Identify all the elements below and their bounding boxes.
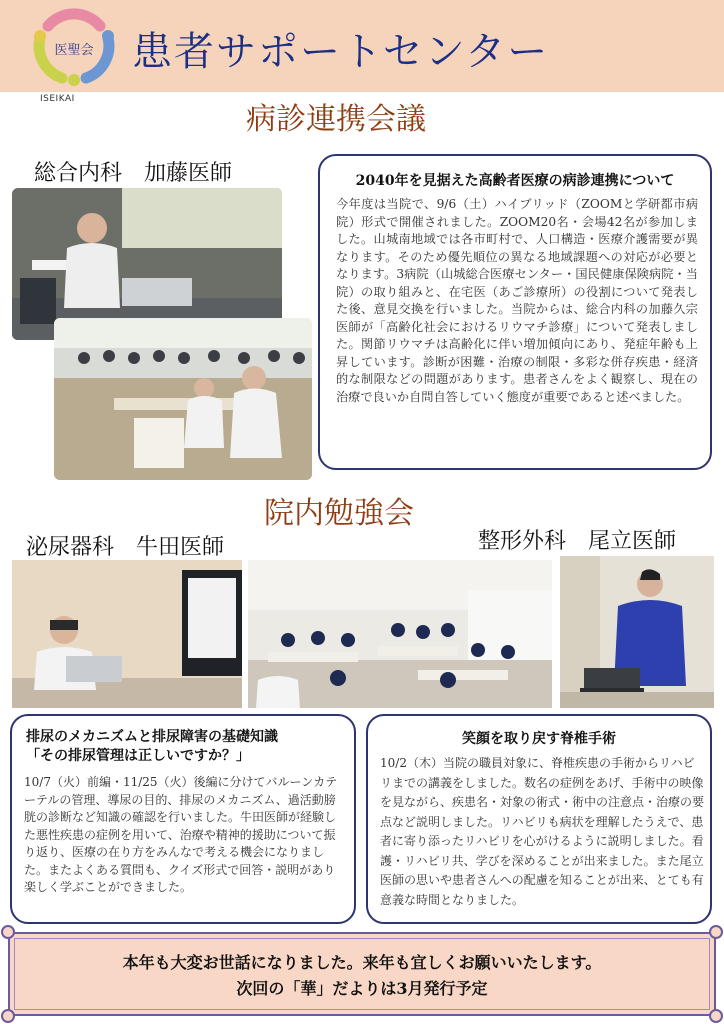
frame-corner-ornament	[709, 1009, 723, 1023]
photo-odachi-lecture	[560, 556, 714, 708]
spine-lecture-heading: 笑顔を取り戻す脊椎手術	[462, 731, 616, 747]
section-title-liaison-meeting: 病診連携会議	[246, 102, 426, 137]
iseikai-logo	[26, 6, 122, 86]
photo-study-session-room	[248, 560, 552, 708]
page-title: 患者サポートセンター	[132, 29, 550, 75]
logo-english-name: ISEIKAI	[40, 94, 75, 104]
liaison-meeting-text: 今年度は当院で、9/6（土）ハイブリッド（ZOOMと学研都市病院）形式で開催されました。ZOOM20名・会場42名が参加しました。山城南地域では各市町村で、人口構造・医療介護需要が異なります。そのため優先順位の異なる地域課題への対応が必要となります。3病院（山城総合医療センター・国民健康保険病院・当院）の取り組みと、在宅医（あご診療所）の役割について発表した後、意見交換を行いました。当院からは、総合内科の加藤久宗医師が「高齢化社会におけるリウマチ診療」について発表しました。関節リウマチは高齢化に伴い増加傾向にあり、発症年齢も上昇しています。診断が困難・治療の制限・多彩な併存疾患・経済的な制限などの問題があります。患者さんをよく観察し、現在の治療で良いか自問自答していく態度が重要であると述べました。	[336, 197, 698, 404]
urology-lecture-heading: 排尿のメカニズムと排尿障害の基礎知識	[26, 729, 278, 745]
doctor-label-ushida: 泌尿器科 牛田医師	[26, 535, 225, 560]
spine-lecture-text: 10/2（木）当院の職員対象に、脊椎疾患の手術からリハビリまでの講義をしました。数名の症例をあげ、手術中の映像を見ながら、疾患名・対象の術式・術中の注意点・治療の要点など説明しました。リハビリも病状を理解したうえで、患者に寄り添ったリハビリを心がけるように説明しました。看護・リハビリ共、学びを深めることが出来ました。また尾立医師の思いや患者さんへの配慮を知ることが出来、とても有意義な時間となりました。	[380, 756, 705, 907]
liaison-meeting-box	[318, 154, 712, 470]
urology-lecture-subheading: 「その排尿管理は正しいですか？」	[26, 748, 250, 764]
urology-lecture-box	[10, 714, 356, 924]
liaison-meeting-heading: 2040年を見据えた高齢者医療の病診連携について	[355, 173, 675, 189]
urology-lecture-text: 10/7（火）前編・11/25（火）後編に分けてバルーンカテーテルの管理、導尿の目的、排尿のメカニズム、過活動膀胱の診断など知識の確認を行いました。牛田医師が経験した悪性疾患の症例を用いて、治療や精神的援助について振り返り、医療の在り方をみんなで考える機会になりました。またよくある質問も、クイズ形式で回答・説明があり楽しく学ぶことができました。	[24, 775, 338, 894]
spine-lecture-box	[366, 714, 712, 924]
footer-greeting: 本年も大変お世話になりました。来年も宜しくお願いいたします。	[122, 953, 602, 972]
doctor-label-kato: 総合内科 加藤医師	[34, 161, 233, 186]
photo-meeting-audience	[54, 318, 312, 480]
frame-corner-ornament	[709, 925, 723, 939]
frame-corner-ornament	[1, 1009, 15, 1023]
frame-corner-ornament	[1, 925, 15, 939]
section-title-study-session: 院内勉強会	[264, 496, 414, 531]
footer-next-issue: 次回の「華」だよりは3月発行予定	[236, 979, 488, 998]
doctor-label-odachi: 整形外科 尾立医師	[478, 529, 677, 554]
logo-text: 医聖会	[54, 43, 94, 58]
footer-message-frame	[8, 932, 716, 1016]
photo-ushida-lecture	[12, 560, 242, 708]
footer-inner-border	[14, 938, 710, 1010]
